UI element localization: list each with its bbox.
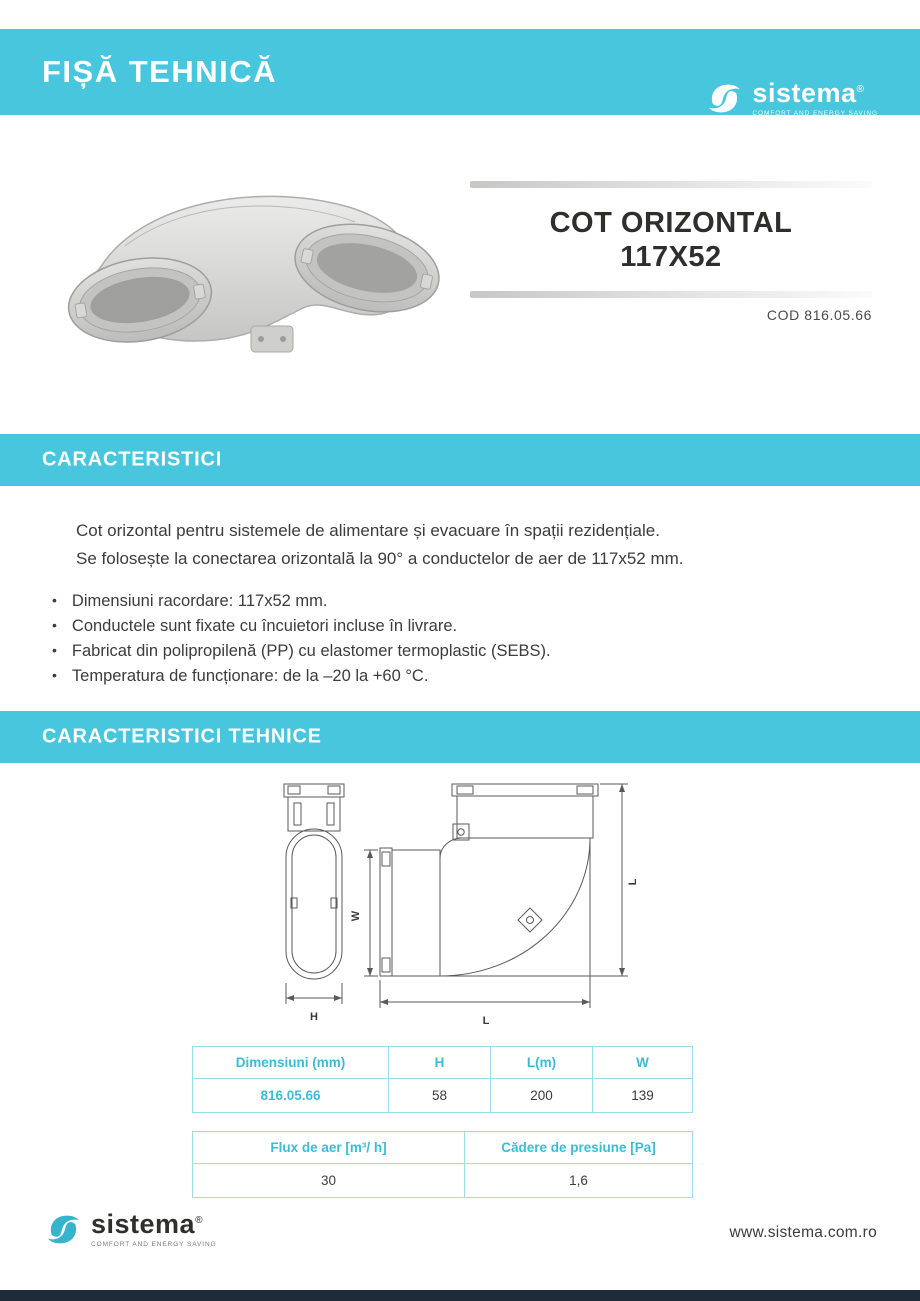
dimension-h (286, 983, 342, 1023)
intro-paragraph (76, 517, 684, 573)
registered-mark: ® (195, 1215, 203, 1226)
product-title-line1: COT ORIZONTAL (549, 207, 793, 239)
product-photo (55, 168, 445, 383)
bullet-list (52, 589, 551, 689)
table-header-row (193, 1047, 693, 1079)
value-cell: 1,6 (465, 1164, 693, 1198)
bullet-text: Fabricat din polipropilenă (PP) cu elastomer termoplastic (SEBS). (71, 642, 551, 660)
bottom-bar (0, 1290, 920, 1301)
footer-logo (45, 1211, 217, 1248)
value-cell: 30 (193, 1164, 465, 1198)
page-title: FIȘĂ TEHNICĂ (42, 54, 277, 89)
table-row (193, 1079, 693, 1113)
brand-name-text: sistema (752, 78, 857, 108)
brand-name (91, 1211, 203, 1238)
caracteristici-band (0, 434, 920, 486)
product-code-cell: 816.05.66 (193, 1079, 389, 1113)
airflow-table (192, 1131, 693, 1198)
brand-tagline: COMFORT AND ENERGY SAVING (91, 1241, 217, 1248)
column-header: Flux de aer [m³/ h] (193, 1132, 465, 1164)
brand-tagline: COMFORT AND ENERGY SAVING (752, 110, 878, 117)
dimension-l-bottom (380, 842, 590, 1027)
value-cell: 139 (593, 1079, 693, 1113)
product-title-line2: 117X52 (620, 241, 722, 273)
bullet-text: Dimensiuni racordare: 117x52 mm. (71, 592, 328, 610)
intro-line2: Se folosește la conectarea orizontală la 90° a conductelor de aer de 117x52 mm. (76, 549, 684, 568)
bullet-icon: • (52, 642, 57, 658)
dim-label-l-bottom: L (482, 1015, 490, 1027)
bullet-text: Conductele sunt fixate cu încuietori incluse în livrare. (71, 617, 458, 635)
front-view (284, 784, 344, 979)
bullet-icon: • (52, 592, 57, 608)
intro-line1: Cot orizontal pentru sistemele de alimentare și evacuare în spații rezidențiale. (76, 521, 660, 540)
list-item (52, 614, 551, 639)
header-logo (706, 80, 878, 117)
value-cell: 58 (389, 1079, 491, 1113)
product-code: COD 816.05.66 (766, 307, 872, 323)
table-row (193, 1164, 693, 1198)
side-view (380, 784, 598, 976)
title-rule-top (470, 181, 872, 188)
tehnice-band (0, 711, 920, 763)
dim-label-l-right: L (627, 878, 639, 886)
bullet-icon: • (52, 667, 57, 683)
website-url: www.sistema.com.ro (729, 1224, 877, 1241)
column-header: L(m) (491, 1047, 593, 1079)
registered-mark: ® (856, 84, 865, 95)
list-item (52, 589, 551, 614)
header-band (0, 29, 920, 115)
list-item (52, 639, 551, 664)
technical-drawing (230, 778, 650, 1034)
product-title (470, 206, 872, 274)
dim-label-w: W (350, 910, 362, 922)
sistema-logo-icon (706, 80, 743, 117)
dimension-w (350, 850, 378, 976)
column-header: Dimensiuni (mm) (193, 1047, 389, 1079)
value-cell: 200 (491, 1079, 593, 1113)
header-logo-text (752, 80, 878, 117)
table-header-row (193, 1132, 693, 1164)
bullet-icon: • (52, 617, 57, 633)
tehnice-heading: CARACTERISTICI TEHNICE (42, 725, 322, 748)
column-header: H (389, 1047, 491, 1079)
bullet-text: Temperatura de funcționare: de la –20 la +60 °C. (71, 667, 429, 685)
dim-label-h: H (310, 1011, 318, 1023)
title-rule-bottom (470, 291, 872, 298)
dimension-l-right (444, 784, 639, 976)
column-header: W (593, 1047, 693, 1079)
brand-name-text: sistema (91, 1209, 196, 1239)
list-item (52, 664, 551, 689)
column-header: Cădere de presiune [Pa] (465, 1132, 693, 1164)
sistema-logo-icon (45, 1211, 82, 1248)
dimensions-table (192, 1046, 693, 1113)
caracteristici-heading: CARACTERISTICI (42, 448, 223, 471)
footer-logo-text (91, 1211, 217, 1248)
brand-name (752, 80, 864, 107)
